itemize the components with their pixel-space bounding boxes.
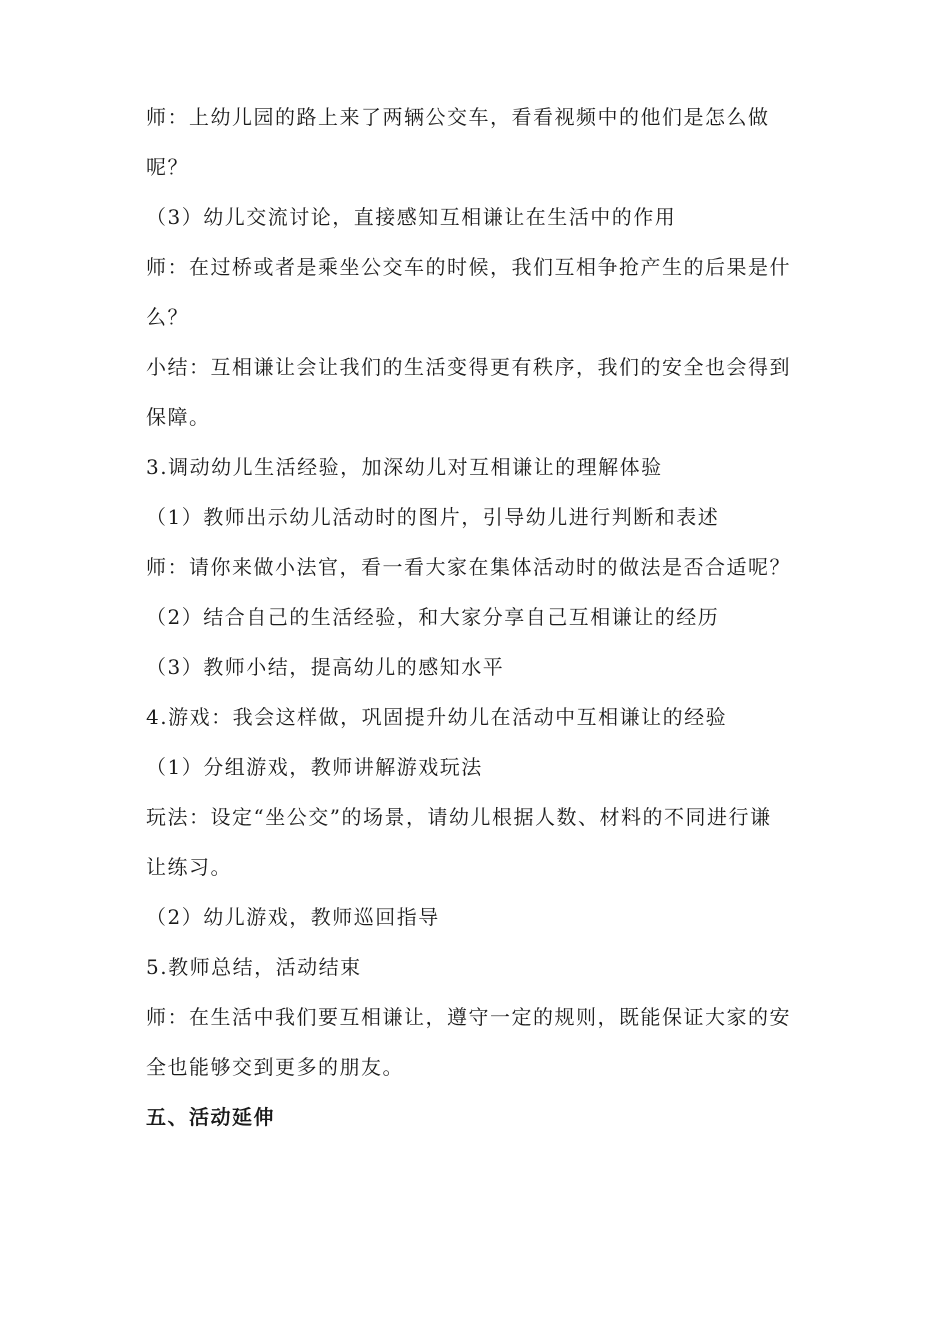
paragraph-line: 全也能够交到更多的朋友。 bbox=[146, 1055, 404, 1079]
paragraph-line: （2）幼儿游戏，教师巡回指导 bbox=[146, 905, 440, 929]
paragraph-line: 4.游戏：我会这样做，巩固提升幼儿在活动中互相谦让的经验 bbox=[146, 705, 728, 729]
paragraph-line: 玩法：设定“坐公交”的场景，请幼儿根据人数、材料的不同进行谦 bbox=[146, 805, 772, 829]
paragraph-line: 么？ bbox=[146, 305, 189, 329]
paragraph-line: 师：在过桥或者是乘坐公交车的时候，我们互相争抢产生的后果是什 bbox=[146, 255, 791, 279]
paragraph-line: （3）幼儿交流讨论，直接感知互相谦让在生活中的作用 bbox=[146, 205, 677, 229]
paragraph-line: （3）教师小结，提高幼儿的感知水平 bbox=[146, 655, 505, 679]
paragraph-line: 师：在生活中我们要互相谦让，遵守一定的规则，既能保证大家的安 bbox=[146, 1005, 791, 1029]
paragraph-line: 呢？ bbox=[146, 155, 189, 179]
paragraph-line: （1）分组游戏，教师讲解游戏玩法 bbox=[146, 755, 483, 779]
paragraph-line: 小结：互相谦让会让我们的生活变得更有秩序，我们的安全也会得到 bbox=[146, 355, 791, 379]
paragraph-line: 3.调动幼儿生活经验，加深幼儿对互相谦让的理解体验 bbox=[146, 455, 663, 479]
paragraph-line: （1）教师出示幼儿活动时的图片，引导幼儿进行判断和表述 bbox=[146, 505, 720, 529]
paragraph-line: 保障。 bbox=[146, 405, 211, 429]
paragraph-line: 让练习。 bbox=[146, 855, 232, 879]
paragraph-line: 师：上幼儿园的路上来了两辆公交车，看看视频中的他们是怎么做 bbox=[146, 105, 770, 129]
paragraph-line: 师：请你来做小法官，看一看大家在集体活动时的做法是否合适呢？ bbox=[146, 555, 791, 579]
paragraph-line: （2）结合自己的生活经验，和大家分享自己互相谦让的经历 bbox=[146, 605, 720, 629]
section-heading: 五、活动延伸 bbox=[146, 1105, 275, 1129]
paragraph-line: 5.教师总结，活动结束 bbox=[146, 955, 362, 979]
